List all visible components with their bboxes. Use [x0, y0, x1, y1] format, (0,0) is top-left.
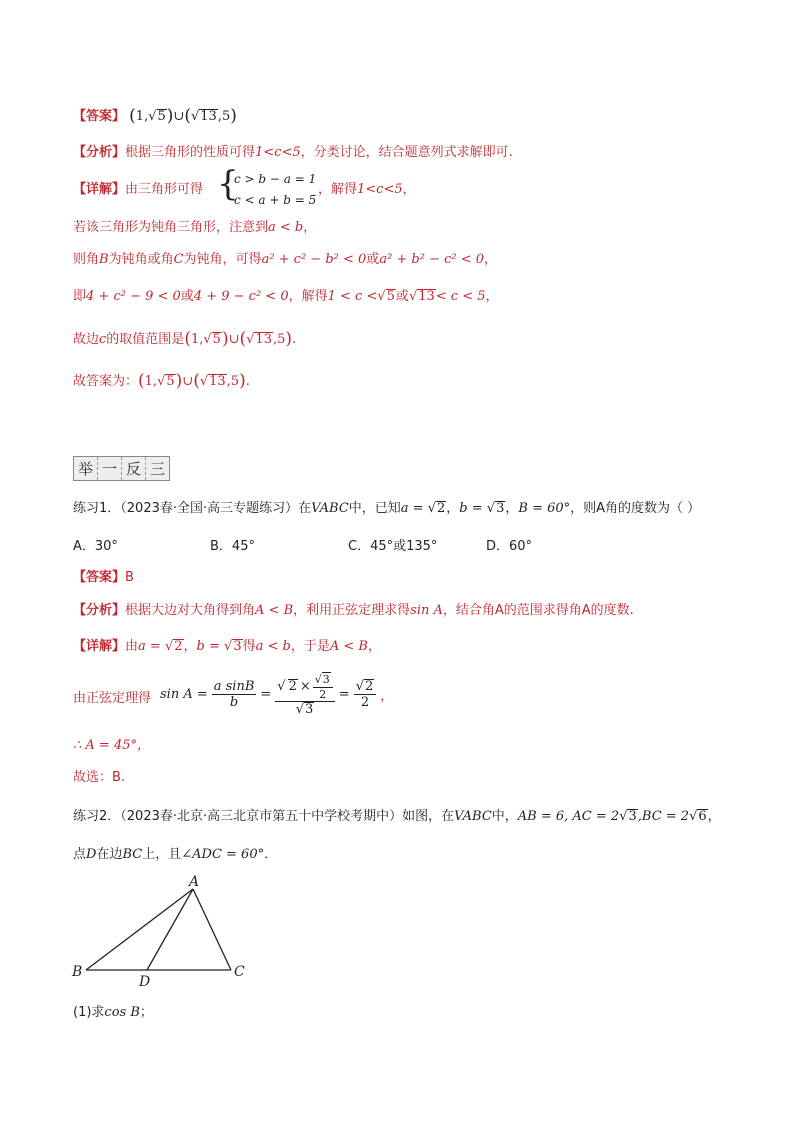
detail-tag: 【详解】: [73, 182, 126, 197]
ex1-option-a[interactable]: A．30°: [73, 539, 118, 554]
side-ab: [86, 889, 193, 970]
detail-line-tail: ，解得1<c<5，: [318, 182, 416, 197]
analysis-tag: 【分析】: [73, 603, 126, 618]
detail-tag: 【详解】: [73, 639, 126, 654]
system-brace: {: [217, 164, 239, 204]
ex1-option-d[interactable]: D．60°: [486, 539, 533, 554]
detail-line: 【详解】由三角形可得: [73, 182, 204, 197]
answer-tag: 【答案】: [73, 109, 126, 124]
section-title: [73, 456, 170, 481]
ex1-option-b[interactable]: B．45°: [210, 539, 255, 554]
solve-line: 即4 + c² − 9 < 0或4 + 9 − c² < 0，解得1 < c <√5或√13< c < 5，: [73, 289, 499, 304]
ex1-therefore: ∴ A = 45°，: [73, 738, 150, 753]
ex1-choose: 故选：B.: [73, 770, 126, 785]
ex1-sine-label: 由正弦定理得: [73, 691, 152, 706]
ex1-detail-line: 【详解】由a = √2，b = √3得a < b，于是A < B，: [73, 639, 382, 654]
section-title-char: 三: [150, 460, 166, 478]
system-line-2: c < a + b = 5: [234, 193, 317, 207]
triangle-figure: [68, 872, 258, 992]
label-a: A: [189, 874, 200, 890]
fraction-a-sinB-over-b: $\frac{\text{a sinB}}{b}$: [213, 679, 255, 710]
ex1-answer-line: 【答案】B: [73, 570, 134, 585]
fraction-root2-over-2: $\frac{√2}{2}$: [354, 679, 377, 710]
angle-line: 则角B为钝角或角C为钝角，可得a² + c² − b² < 0或a² + b² − c² < 0，: [73, 252, 498, 267]
answer-tag: 【答案】: [73, 570, 126, 585]
analysis-line: 【分析】根据三角形的性质可得1<c<5，分类讨论，结合题意列式求解即可.: [73, 145, 513, 160]
ex1-stem: 练习1．（2023春·全国·高三专题练习）在VABC中，已知a = √2，b = √3，B = 60°，则A角的度数为（ ）: [73, 501, 701, 516]
label-d: D: [139, 974, 151, 990]
obtuse-line: 若该三角形为钝角三角形，注意到a < b，: [73, 220, 317, 235]
answer-line: [73, 107, 237, 126]
final-answer-line: 故答案为：(1,√5)∪(√13,5).: [73, 371, 250, 391]
label-c: C: [234, 964, 245, 980]
side-ac: [193, 889, 231, 970]
answer-value: (1,√5)∪(√13,5): [129, 106, 237, 126]
ex1-sine-formula: sin A = $\frac{\text{a sinB}}{b}$ = √ 2 × $\frac{√3}{2}$ √3 = $\frac{√2}{2}$ ，: [160, 673, 394, 717]
range-line: 故边c的取值范围是(1,√5)∪(√13,5).: [73, 329, 297, 349]
ex1-option-c[interactable]: C．45°或135°: [348, 539, 438, 554]
system-line-1: c > b − a = 1: [234, 172, 317, 186]
ex2-question-1: (1)求cos B；: [73, 1005, 153, 1020]
section-title-char: 一: [98, 457, 122, 480]
segment-ad: [147, 889, 193, 970]
ex1-analysis-line: 【分析】根据大边对大角得到角A < B，利用正弦定理求得sin A，结合角A的范围求得角A的度数.: [73, 603, 634, 618]
section-title-char: 反: [122, 457, 146, 480]
analysis-tag: 【分析】: [73, 145, 126, 160]
section-title-char: 举: [74, 457, 98, 480]
label-b: B: [72, 964, 83, 980]
ex2-stem-2: 点D在边BC上，且∠ADC = 60°．: [73, 847, 278, 862]
fraction-compound: √ 2 × $\frac{√3}{2}$ √3: [275, 672, 335, 717]
ex2-stem: 练习2．（2023春·北京·高三北京市第五十中学校考期中）如图，在VABC中，AB = 6, AC = 2√3,BC = 2√6，: [73, 809, 721, 824]
